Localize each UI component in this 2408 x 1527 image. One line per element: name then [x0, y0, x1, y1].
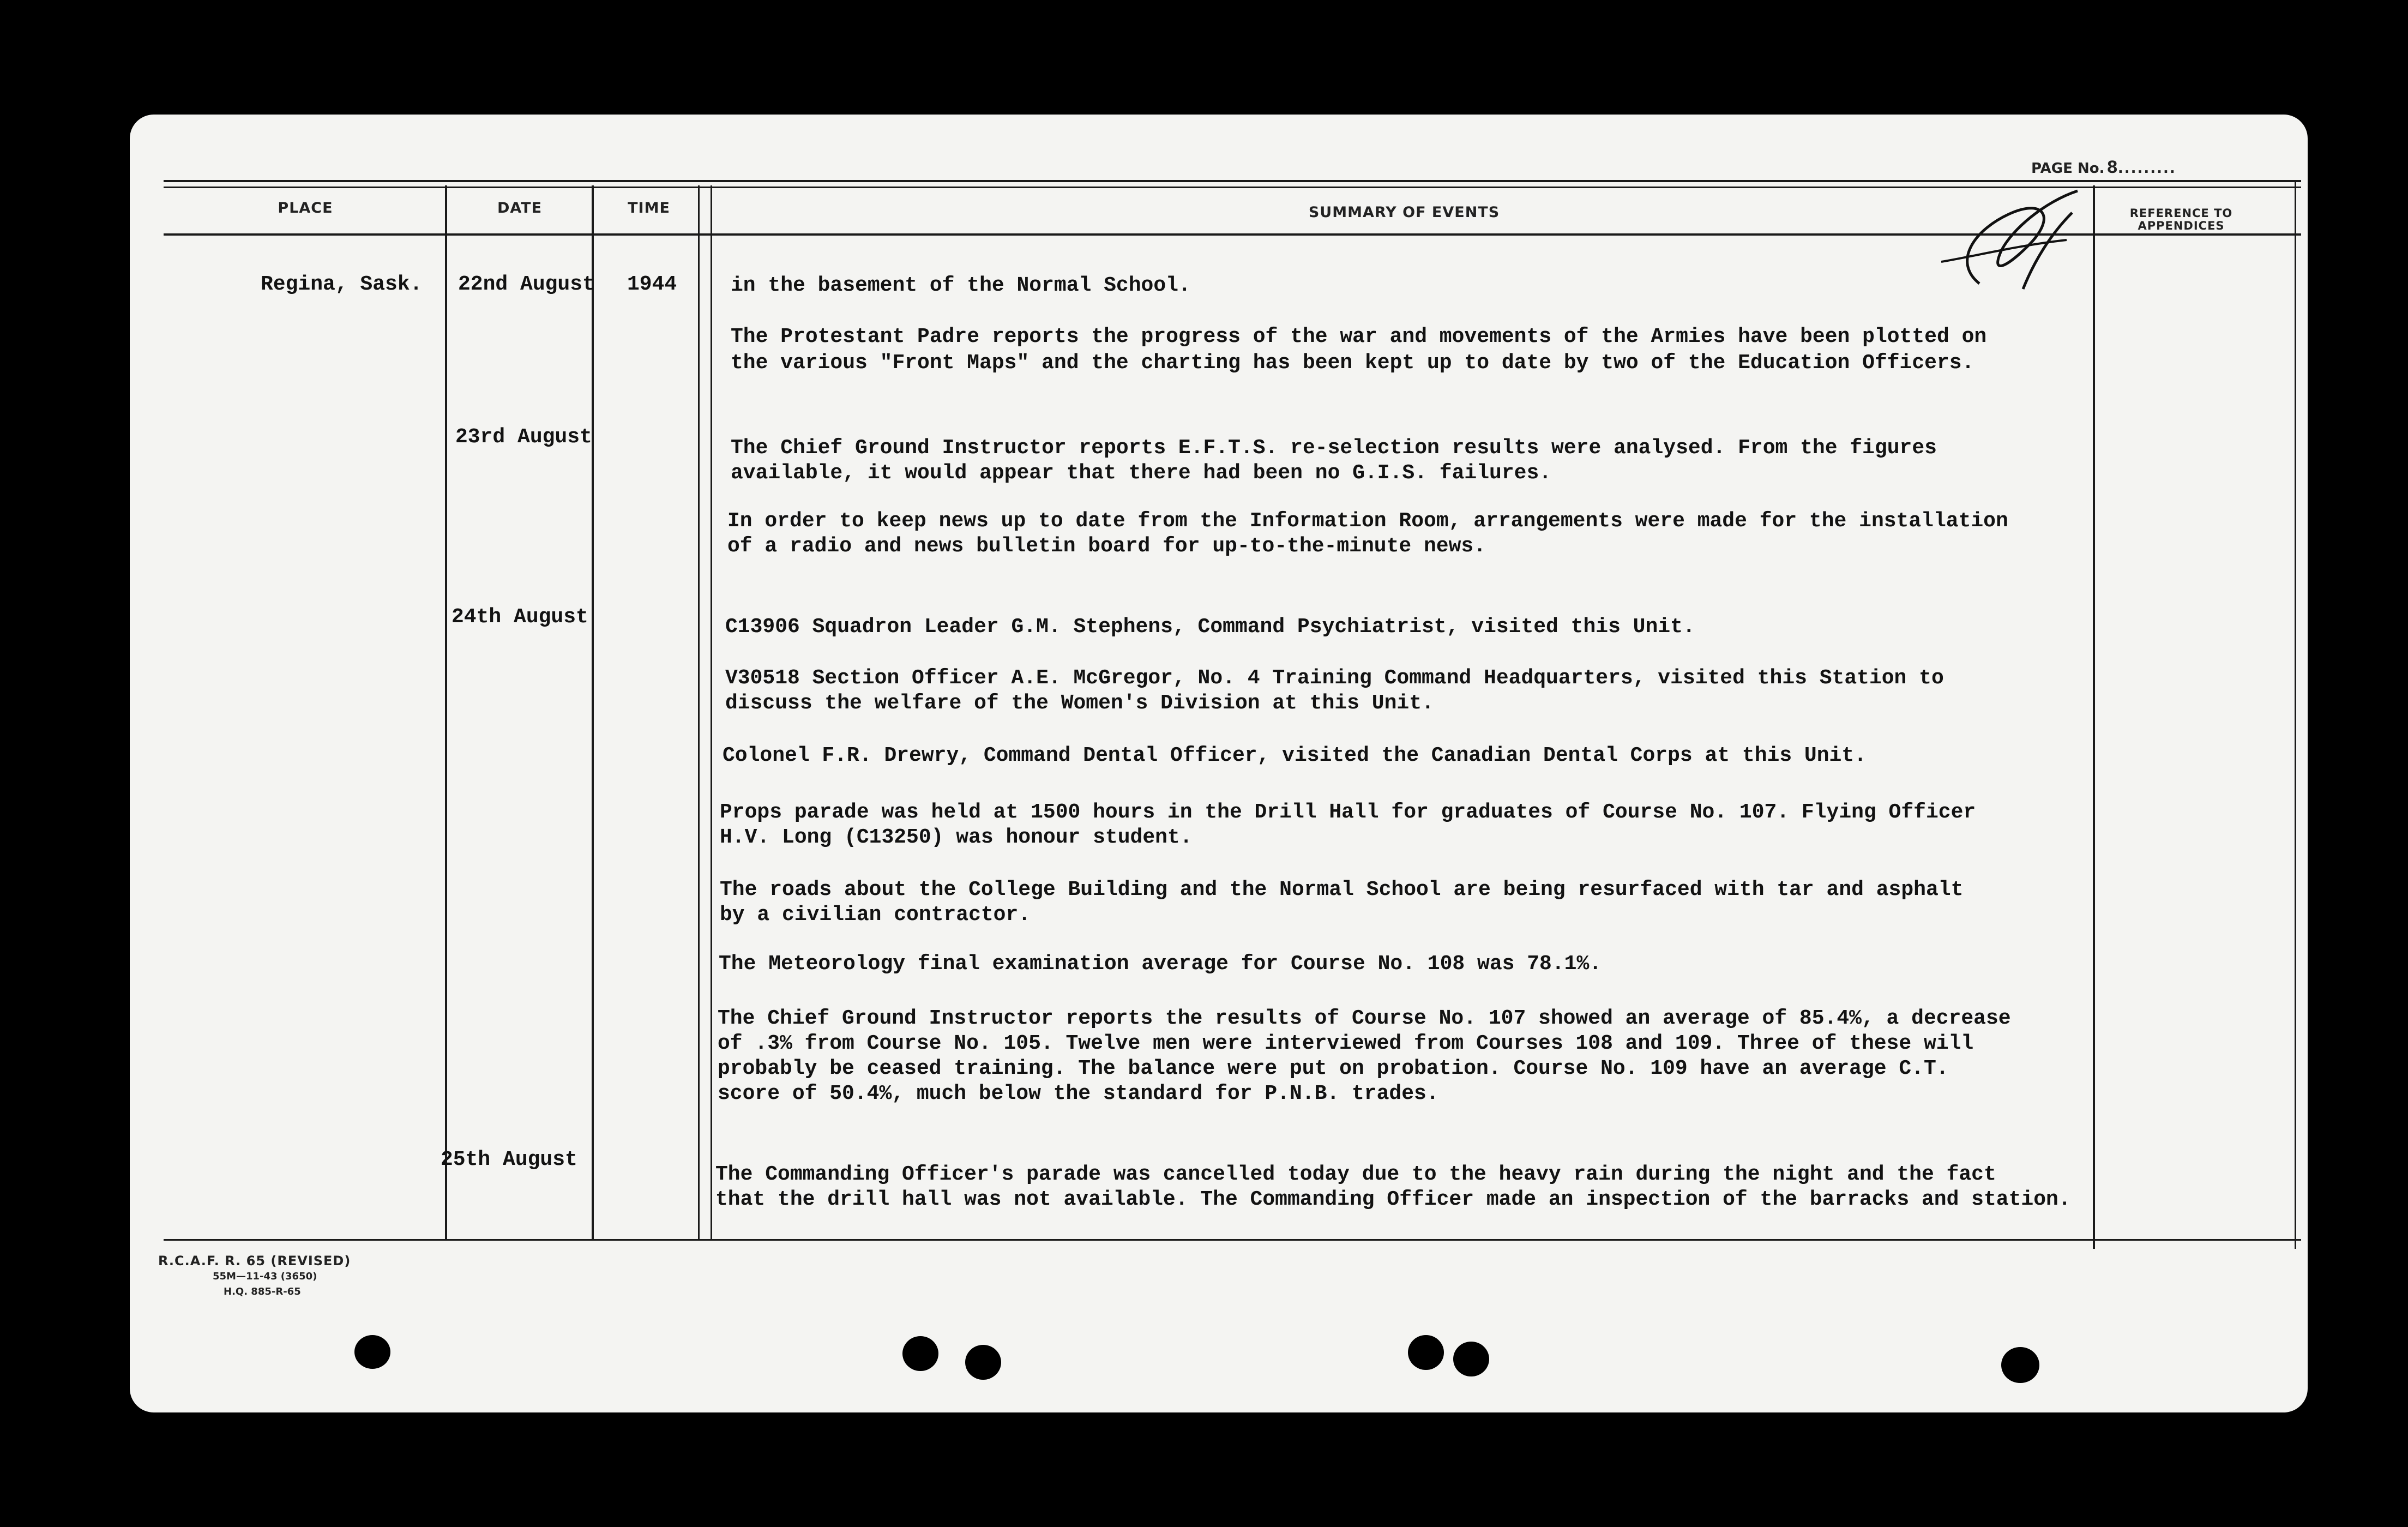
summary-line: The Chief Ground Instructor reports the results of Course No. 107 showed an average of 85.4%, a decrease	[718, 1007, 2011, 1030]
summary-line: by a civilian contractor.	[720, 903, 1031, 927]
col-header-place: PLACE	[278, 200, 333, 217]
summary-line: Props parade was held at 1500 hours in the Drill Hall for graduates of Course No. 107. Flying Officer	[720, 801, 1976, 824]
entry-date-23: 23rd August	[455, 425, 592, 449]
summary-line: C13906 Squadron Leader G.M. Stephens, Command Psychiatrist, visited this Unit.	[725, 615, 1695, 639]
col-divider-time-summary-a	[698, 185, 700, 1240]
page-number-value: 8	[2106, 158, 2118, 179]
binder-hole	[902, 1336, 938, 1371]
binder-hole	[965, 1345, 1001, 1380]
col-divider-place-date	[445, 185, 447, 1240]
summary-line: The Meteorology final examination average for Course No. 108 was 78.1%.	[719, 952, 1602, 976]
summary-line: In order to keep news up to date from the Information Room, arrangements were made for the installation	[727, 509, 2008, 533]
page-number-label: PAGE No.	[2031, 160, 2105, 177]
table-bottom-rule	[164, 1239, 2301, 1241]
binder-hole	[2001, 1347, 2039, 1383]
entry-place: Regina, Sask.	[261, 273, 423, 296]
summary-line: available, it would appear that there had been no G.I.S. failures.	[731, 461, 1552, 485]
summary-line: V30518 Section Officer A.E. McGregor, No. 4 Training Command Headquarters, visited this Station to	[725, 666, 1944, 690]
entry-date-24: 24th August	[452, 605, 588, 629]
col-divider-time-summary-b	[711, 185, 712, 1240]
col-divider-date-time	[592, 185, 594, 1240]
form-print-code: 55M—11-43 (3650)	[213, 1271, 317, 1282]
binder-hole	[1408, 1335, 1444, 1370]
col-header-date: DATE	[497, 200, 543, 217]
summary-line: The Chief Ground Instructor reports E.F.T.S. re-selection results were analysed. From the figures	[731, 436, 1937, 460]
summary-line: score of 50.4%, much below the standard for P.N.B. trades.	[718, 1082, 1439, 1105]
entry-date-22: 22nd August	[458, 273, 595, 296]
summary-line: The Protestant Padre reports the progress of the war and movements of the Armies have been plotted on	[731, 325, 1987, 348]
summary-line: H.V. Long (C13250) was honour student.	[720, 826, 1193, 849]
binder-hole	[1453, 1342, 1489, 1376]
right-border	[2295, 180, 2296, 1249]
summary-line: that the drill hall was not available. The Commanding Officer made an inspection of the barracks and station.	[715, 1188, 2071, 1211]
col-header-reference-line2: APPENDICES	[2138, 219, 2225, 232]
form-hq-code: H.Q. 885-R-65	[224, 1286, 301, 1297]
col-divider-summary-reference	[2093, 185, 2095, 1249]
binder-hole	[354, 1335, 390, 1369]
page-number: PAGE No. 8.........	[2031, 158, 2176, 179]
col-header-reference-line1: REFERENCE TO	[2129, 207, 2233, 220]
summary-line: The roads about the College Building and the Normal School are being resurfaced with tar and asphalt	[720, 878, 1964, 901]
summary-line: Colonel F.R. Drewry, Command Dental Officer, visited the Canadian Dental Corps at this Unit.	[723, 744, 1867, 767]
handwritten-initial-mark	[1941, 180, 2099, 305]
summary-line: the various "Front Maps" and the charting has been kept up to date by two of the Education Officers.	[731, 351, 1974, 375]
form-number: R.C.A.F. R. 65 (REVISED)	[158, 1253, 351, 1269]
col-header-reference	[2097, 207, 2266, 232]
summary-line: discuss the welfare of the Women's Division at this Unit.	[725, 692, 1434, 715]
summary-line: The Commanding Officer's parade was cancelled today due to the heavy rain during the night and the fact	[715, 1163, 1996, 1186]
summary-line: probably be ceased training. The balance were put on probation. Course No. 109 have an average C.T.	[718, 1057, 1949, 1080]
summary-line: of a radio and news bulletin board for up-to-the-minute news.	[727, 534, 1486, 558]
summary-line: of .3% from Course No. 105. Twelve men were interviewed from Courses 108 and 109. Three of these will	[718, 1032, 1974, 1055]
col-header-time: TIME	[628, 200, 670, 217]
col-header-summary: SUMMARY OF EVENTS	[1308, 204, 1500, 221]
entry-year: 1944	[627, 273, 677, 296]
summary-line: in the basement of the Normal School.	[731, 274, 1191, 297]
entry-date-25: 25th August	[441, 1148, 577, 1171]
